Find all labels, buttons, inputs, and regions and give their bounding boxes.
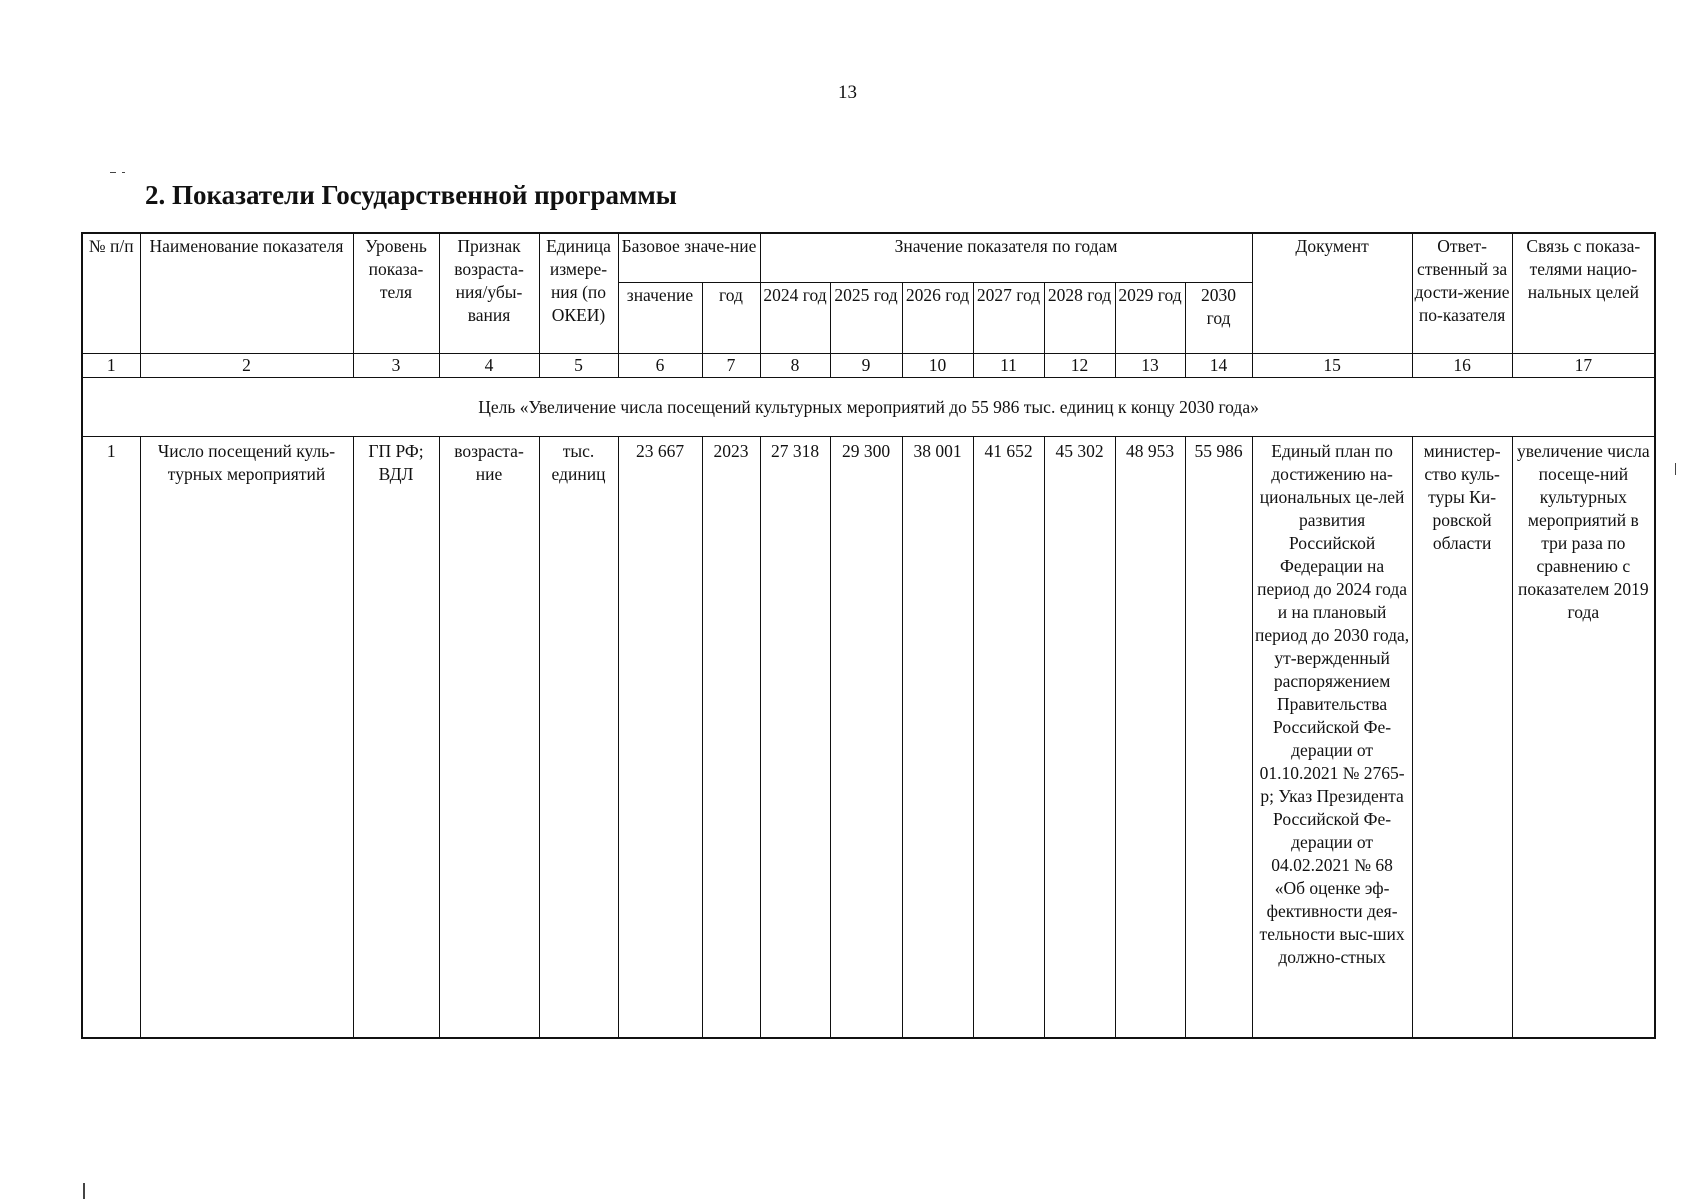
column-number: 4 [439, 354, 539, 378]
column-number: 17 [1512, 354, 1655, 378]
row-responsible: министер-ство куль-туры Ки-ровской области [1412, 437, 1512, 1039]
row-trend: возраста-ние [439, 437, 539, 1039]
row-value-2025: 29 300 [830, 437, 902, 1039]
indicators-table [81, 232, 1656, 1039]
header-years-group: Значение показателя по годам [760, 233, 1252, 283]
header-year-2027: 2027 год [973, 283, 1044, 354]
column-number: 1 [82, 354, 140, 378]
header-responsible: Ответ-ственный за дости-жение по-казателя [1412, 233, 1512, 354]
column-number: 13 [1115, 354, 1185, 378]
row-unit: тыс. единиц [539, 437, 618, 1039]
row-num: 1 [82, 437, 140, 1039]
column-number: 11 [973, 354, 1044, 378]
row-value-2030: 55 986 [1185, 437, 1252, 1039]
section-title: 2. Показатели Государственной программы [145, 180, 677, 210]
column-number-row [82, 354, 1655, 378]
row-value-2027: 41 652 [973, 437, 1044, 1039]
scan-speck [122, 172, 125, 173]
header-base-year: год [702, 283, 760, 354]
header-document: Документ [1252, 233, 1412, 354]
row-value-2029: 48 953 [1115, 437, 1185, 1039]
header-link: Связь с показа-телями нацио-нальных целей [1512, 233, 1655, 354]
row-name: Число посещений куль-турных мероприятий [140, 437, 353, 1039]
column-number: 12 [1044, 354, 1115, 378]
column-number: 16 [1412, 354, 1512, 378]
header-base-value: значение [618, 283, 702, 354]
scan-speck [83, 1183, 85, 1199]
header-year-2026: 2026 год [902, 283, 973, 354]
header-name: Наименование показателя [140, 233, 353, 354]
header-year-2030: 2030 год [1185, 283, 1252, 354]
goal-row [82, 378, 1655, 437]
row-base-value: 23 667 [618, 437, 702, 1039]
column-number: 9 [830, 354, 902, 378]
row-base-year: 2023 [702, 437, 760, 1039]
page-number: 13 [838, 82, 857, 103]
header-level: Уровень показа-теля [353, 233, 439, 354]
scan-speck [110, 172, 116, 173]
row-value-2026: 38 001 [902, 437, 973, 1039]
header-year-2028: 2028 год [1044, 283, 1115, 354]
column-number: 5 [539, 354, 618, 378]
column-number: 10 [902, 354, 973, 378]
column-number: 3 [353, 354, 439, 378]
scan-speck [1675, 463, 1676, 475]
goal-text: Цель «Увеличение числа посещений культурных мероприятий до 55 986 тыс. единиц к концу 2030 года» [82, 378, 1655, 437]
header-year-2025: 2025 год [830, 283, 902, 354]
header-base-group: Базовое значе-ние [618, 233, 760, 283]
column-number: 14 [1185, 354, 1252, 378]
column-number: 7 [702, 354, 760, 378]
header-num: № п/п [82, 233, 140, 354]
row-link: увеличение числа посеще-ний культурных мероприятий в три раза по сравнению с показателем 2019 года [1512, 437, 1655, 1039]
row-value-2024: 27 318 [760, 437, 830, 1039]
table-row [82, 437, 1655, 1039]
header-year-2029: 2029 год [1115, 283, 1185, 354]
row-value-2028: 45 302 [1044, 437, 1115, 1039]
header-trend: Признак возраста-ния/убы-вания [439, 233, 539, 354]
column-number: 2 [140, 354, 353, 378]
header-unit: Единица измере-ния (по ОКЕИ) [539, 233, 618, 354]
column-number: 6 [618, 354, 702, 378]
header-year-2024: 2024 год [760, 283, 830, 354]
column-number: 15 [1252, 354, 1412, 378]
header-row-1 [82, 233, 1655, 283]
row-level: ГП РФ; ВДЛ [353, 437, 439, 1039]
row-document: Единый план по достижению на-циональных це-лей развития Российской Федерации на период до 2024 года и на плановый период до 2030 года, ут-вержденный распоряжением Правительства Российской Фе-дерации от 01.10.2021 № 2765-р; Указ Президента Российской Фе-дерации от 04.02.2021 № 68 «Об оценке эф-фективности дея-тельности выс-ших должно-стных [1252, 437, 1412, 1039]
column-number: 8 [760, 354, 830, 378]
